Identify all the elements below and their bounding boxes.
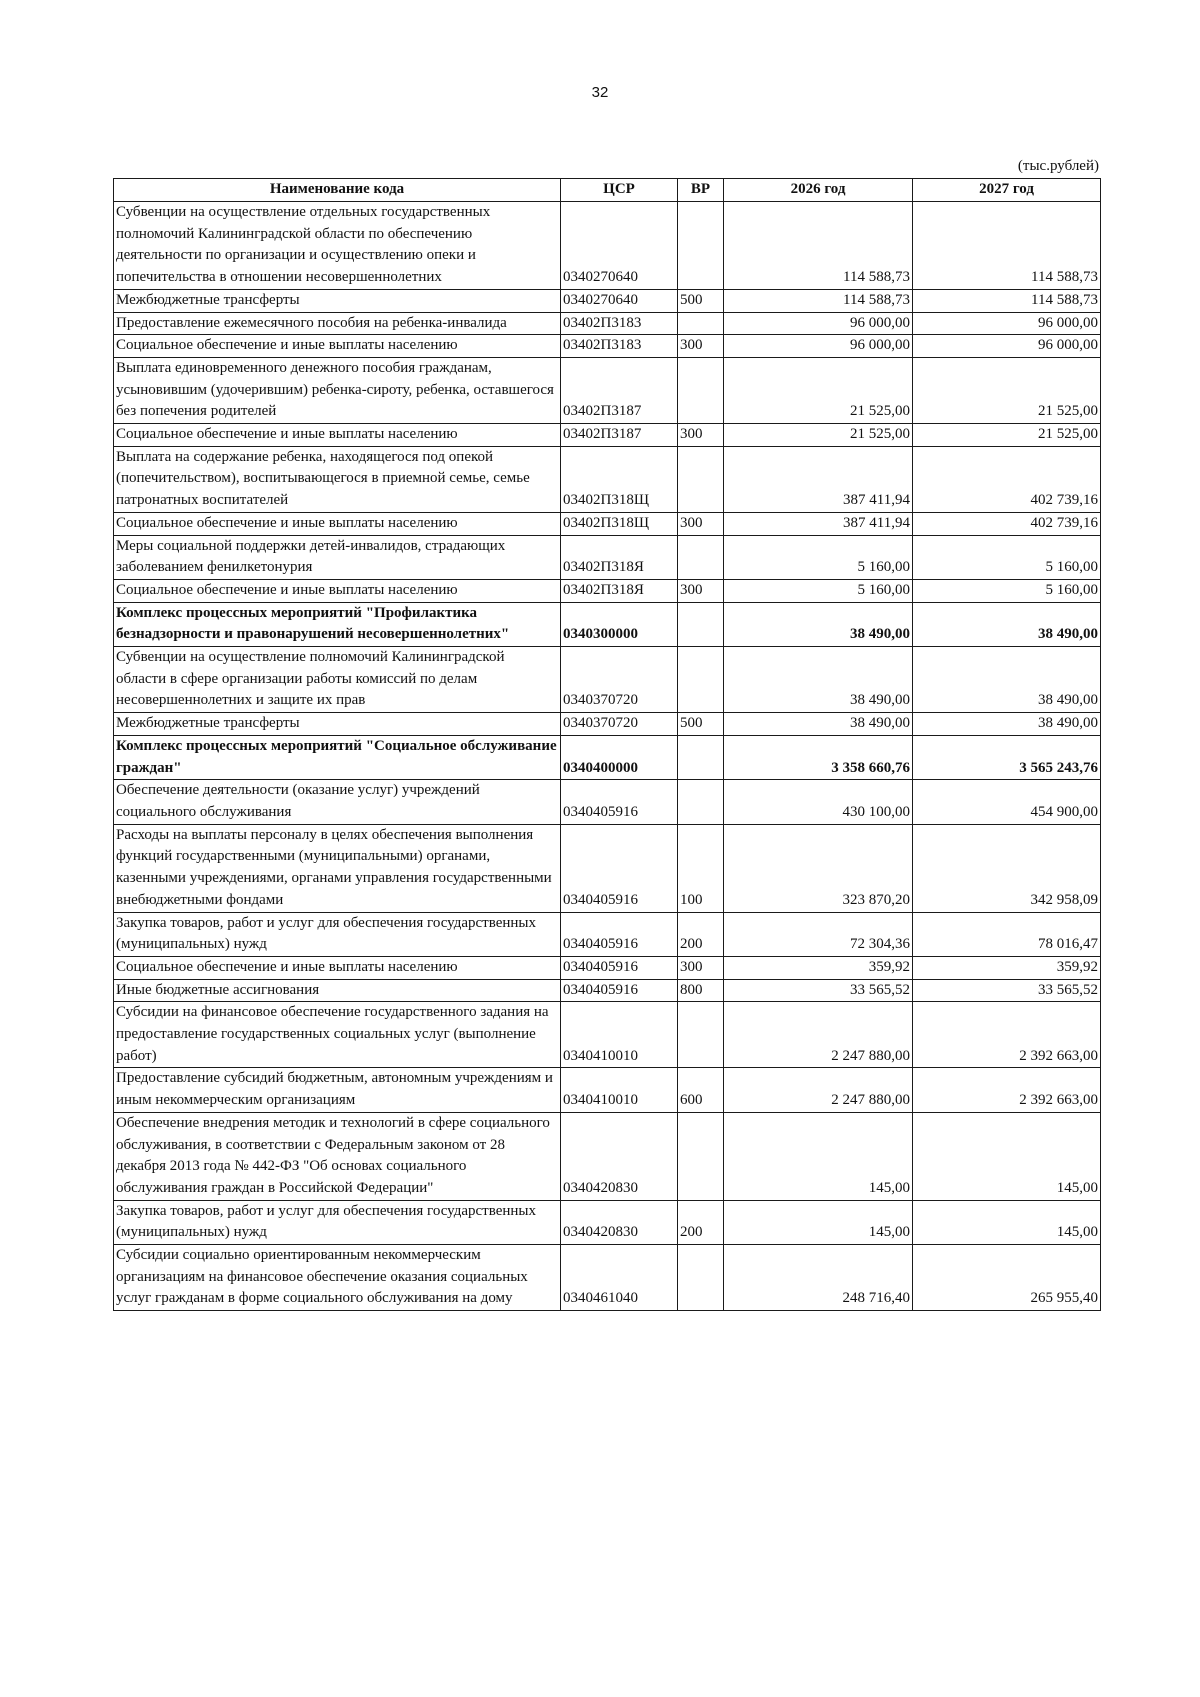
row-csr: 03402П318Щ <box>561 446 678 512</box>
row-amount-2027: 2 392 663,00 <box>913 1068 1101 1112</box>
row-vr: 600 <box>678 1068 724 1112</box>
row-amount-2026: 5 160,00 <box>724 535 913 579</box>
row-csr: 0340270640 <box>561 289 678 312</box>
row-amount-2026: 72 304,36 <box>724 912 913 956</box>
row-name: Предоставление субсидий бюджетным, автономным учреждениям и иным некоммерческим организациям <box>114 1068 561 1112</box>
row-amount-2026: 114 588,73 <box>724 289 913 312</box>
header-name: Наименование кода <box>114 179 561 202</box>
row-csr: 03402П3187 <box>561 424 678 447</box>
units-note: (тыс.рублей) <box>1017 158 1099 174</box>
row-amount-2027: 402 739,16 <box>913 512 1101 535</box>
row-csr: 03402П3183 <box>561 335 678 358</box>
row-amount-2026: 2 247 880,00 <box>724 1002 913 1068</box>
row-vr: 200 <box>678 1200 724 1244</box>
table-row <box>114 735 1101 779</box>
table-row <box>114 312 1101 335</box>
row-amount-2027: 96 000,00 <box>913 312 1101 335</box>
row-vr: 100 <box>678 824 724 912</box>
row-csr: 03402П3183 <box>561 312 678 335</box>
row-amount-2026: 2 247 880,00 <box>724 1068 913 1112</box>
row-vr <box>678 535 724 579</box>
row-name: Субсидии на финансовое обеспечение государственного задания на предоставление государственных социальных услуг (выполнение работ) <box>114 1002 561 1068</box>
row-amount-2027: 145,00 <box>913 1112 1101 1200</box>
row-csr: 0340300000 <box>561 602 678 646</box>
row-amount-2026: 33 565,52 <box>724 979 913 1002</box>
row-csr: 03402П318Я <box>561 579 678 602</box>
header-2026: 2026 год <box>724 179 913 202</box>
row-vr: 500 <box>678 713 724 736</box>
row-csr: 0340405916 <box>561 824 678 912</box>
table-row <box>114 335 1101 358</box>
row-amount-2027: 38 490,00 <box>913 647 1101 713</box>
row-amount-2027: 359,92 <box>913 956 1101 979</box>
table-row <box>114 1200 1101 1244</box>
table-row <box>114 446 1101 512</box>
row-amount-2026: 248 716,40 <box>724 1245 913 1311</box>
row-amount-2027: 38 490,00 <box>913 602 1101 646</box>
row-name: Обеспечение деятельности (оказание услуг) учреждений социального обслуживания <box>114 780 561 824</box>
row-csr: 0340405916 <box>561 956 678 979</box>
row-name: Закупка товаров, работ и услуг для обеспечения государственных (муниципальных) нужд <box>114 912 561 956</box>
row-name: Комплекс процессных мероприятий "Профилактика безнадзорности и правонарушений несовершеннолетних" <box>114 602 561 646</box>
row-amount-2026: 5 160,00 <box>724 579 913 602</box>
row-vr: 800 <box>678 979 724 1002</box>
table-row <box>114 289 1101 312</box>
table-row <box>114 912 1101 956</box>
row-name: Предоставление ежемесячного пособия на ребенка-инвалида <box>114 312 561 335</box>
row-name: Закупка товаров, работ и услуг для обеспечения государственных (муниципальных) нужд <box>114 1200 561 1244</box>
table-row <box>114 824 1101 912</box>
table-row <box>114 1002 1101 1068</box>
table-row <box>114 780 1101 824</box>
row-amount-2026: 430 100,00 <box>724 780 913 824</box>
table-row <box>114 979 1101 1002</box>
row-vr <box>678 780 724 824</box>
row-amount-2026: 387 411,94 <box>724 512 913 535</box>
row-name: Межбюджетные трансферты <box>114 713 561 736</box>
row-amount-2027: 5 160,00 <box>913 579 1101 602</box>
row-amount-2026: 21 525,00 <box>724 357 913 423</box>
row-name: Межбюджетные трансферты <box>114 289 561 312</box>
row-amount-2027: 2 392 663,00 <box>913 1002 1101 1068</box>
row-vr: 200 <box>678 912 724 956</box>
row-csr: 0340405916 <box>561 979 678 1002</box>
row-csr: 03402П318Щ <box>561 512 678 535</box>
row-amount-2027: 21 525,00 <box>913 357 1101 423</box>
row-amount-2027: 33 565,52 <box>913 979 1101 1002</box>
header-2027: 2027 год <box>913 179 1101 202</box>
row-amount-2027: 96 000,00 <box>913 335 1101 358</box>
row-amount-2026: 387 411,94 <box>724 446 913 512</box>
row-csr: 0340420830 <box>561 1200 678 1244</box>
row-name: Выплата на содержание ребенка, находящегося под опекой (попечительством), воспитывающегося в приемной семье, семье патронатных воспитателей <box>114 446 561 512</box>
row-amount-2026: 96 000,00 <box>724 312 913 335</box>
row-vr <box>678 312 724 335</box>
row-amount-2027: 114 588,73 <box>913 289 1101 312</box>
table-row <box>114 602 1101 646</box>
row-amount-2026: 359,92 <box>724 956 913 979</box>
row-vr <box>678 1002 724 1068</box>
row-vr <box>678 1245 724 1311</box>
row-amount-2026: 21 525,00 <box>724 424 913 447</box>
row-vr <box>678 446 724 512</box>
table-row <box>114 956 1101 979</box>
table-row <box>114 713 1101 736</box>
page-number: 32 <box>591 84 609 101</box>
table-row <box>114 1112 1101 1200</box>
header-csr: ЦСР <box>561 179 678 202</box>
row-amount-2026: 3 358 660,76 <box>724 735 913 779</box>
table-header-row <box>114 179 1101 202</box>
row-amount-2026: 145,00 <box>724 1112 913 1200</box>
row-amount-2027: 114 588,73 <box>913 202 1101 290</box>
row-vr: 300 <box>678 579 724 602</box>
row-name: Субвенции на осуществление полномочий Калининградской области в сфере организации работы комиссий по делам несовершеннолетних и защите их прав <box>114 647 561 713</box>
row-csr: 0340405916 <box>561 912 678 956</box>
row-name: Социальное обеспечение и иные выплаты населению <box>114 512 561 535</box>
row-amount-2027: 454 900,00 <box>913 780 1101 824</box>
row-csr: 0340461040 <box>561 1245 678 1311</box>
table-row <box>114 647 1101 713</box>
row-amount-2027: 145,00 <box>913 1200 1101 1244</box>
row-csr: 0340420830 <box>561 1112 678 1200</box>
table-row <box>114 202 1101 290</box>
row-csr: 0340410010 <box>561 1068 678 1112</box>
row-amount-2026: 38 490,00 <box>724 713 913 736</box>
table-row <box>114 512 1101 535</box>
row-name: Субсидии социально ориентированным некоммерческим организациям на финансовое обеспечение оказания социальных услуг гражданам в форме социального обслуживания на дому <box>114 1245 561 1311</box>
row-vr <box>678 202 724 290</box>
row-csr: 0340410010 <box>561 1002 678 1068</box>
row-vr <box>678 735 724 779</box>
row-name: Иные бюджетные ассигнования <box>114 979 561 1002</box>
table-row <box>114 1245 1101 1311</box>
table-row <box>114 424 1101 447</box>
table-row <box>114 357 1101 423</box>
header-vr: ВР <box>678 179 724 202</box>
row-name: Меры социальной поддержки детей-инвалидов, страдающих заболеванием фенилкетонурия <box>114 535 561 579</box>
row-name: Социальное обеспечение и иные выплаты населению <box>114 579 561 602</box>
row-name: Социальное обеспечение и иные выплаты населению <box>114 424 561 447</box>
table-row <box>114 579 1101 602</box>
row-csr: 0340370720 <box>561 713 678 736</box>
row-amount-2027: 265 955,40 <box>913 1245 1101 1311</box>
row-vr <box>678 647 724 713</box>
row-vr: 300 <box>678 424 724 447</box>
row-amount-2027: 402 739,16 <box>913 446 1101 512</box>
table-row <box>114 1068 1101 1112</box>
row-amount-2027: 5 160,00 <box>913 535 1101 579</box>
budget-table <box>113 178 1101 1311</box>
row-amount-2026: 96 000,00 <box>724 335 913 358</box>
row-amount-2026: 38 490,00 <box>724 602 913 646</box>
row-name: Выплата единовременного денежного пособия гражданам, усыновившим (удочерившим) ребенка-сироту, ребенка, оставшегося без попечения родителей <box>114 357 561 423</box>
row-amount-2026: 38 490,00 <box>724 647 913 713</box>
row-amount-2026: 114 588,73 <box>724 202 913 290</box>
row-csr: 0340370720 <box>561 647 678 713</box>
row-amount-2026: 145,00 <box>724 1200 913 1244</box>
row-name: Социальное обеспечение и иные выплаты населению <box>114 956 561 979</box>
row-name: Расходы на выплаты персоналу в целях обеспечения выполнения функций государственными (муниципальными) органами, казенными учреждениями, органами управления государственными внебюджетными фондами <box>114 824 561 912</box>
row-csr: 0340400000 <box>561 735 678 779</box>
row-vr <box>678 1112 724 1200</box>
row-amount-2027: 38 490,00 <box>913 713 1101 736</box>
row-vr <box>678 357 724 423</box>
row-name: Социальное обеспечение и иные выплаты населению <box>114 335 561 358</box>
row-name: Комплекс процессных мероприятий "Социальное обслуживание граждан" <box>114 735 561 779</box>
row-csr: 03402П318Я <box>561 535 678 579</box>
row-vr <box>678 602 724 646</box>
row-name: Субвенции на осуществление отдельных государственных полномочий Калининградской области по обеспечению деятельности по организации и осуществлению опеки и попечительства в отношении несовершеннолетних <box>114 202 561 290</box>
row-csr: 0340270640 <box>561 202 678 290</box>
row-csr: 0340405916 <box>561 780 678 824</box>
row-vr: 300 <box>678 512 724 535</box>
row-amount-2026: 323 870,20 <box>724 824 913 912</box>
row-amount-2027: 78 016,47 <box>913 912 1101 956</box>
table-row <box>114 535 1101 579</box>
row-amount-2027: 21 525,00 <box>913 424 1101 447</box>
row-amount-2027: 3 565 243,76 <box>913 735 1101 779</box>
row-vr: 300 <box>678 335 724 358</box>
row-amount-2027: 342 958,09 <box>913 824 1101 912</box>
row-name: Обеспечение внедрения методик и технологий в сфере социального обслуживания, в соответствии с Федеральным законом от 28 декабря 2013 года № 442-ФЗ "Об основах социального обслуживания граждан в Российской Федерации" <box>114 1112 561 1200</box>
row-vr: 500 <box>678 289 724 312</box>
row-vr: 300 <box>678 956 724 979</box>
row-csr: 03402П3187 <box>561 357 678 423</box>
